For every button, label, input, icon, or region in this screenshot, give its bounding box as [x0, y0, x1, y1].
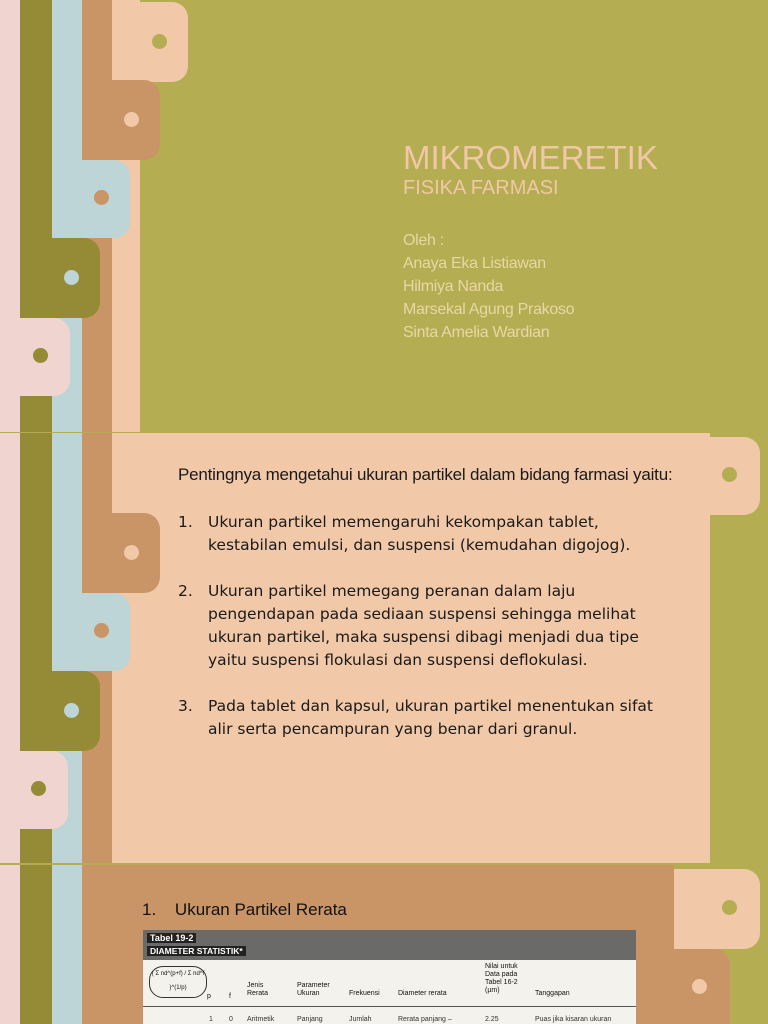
list-item	[178, 511, 658, 557]
table-cell: 0	[229, 1016, 233, 1023]
list-text: Ukuran partikel memegang peranan dalam laju pengendapan pada sediaan suspensi sehingga melihat ukuran partikel, maka suspensi dibagi menjadi dua tipe yaitu suspensi flokulasi dan suspensi deflokulasi.	[208, 582, 639, 669]
table-cell: Aritmetik	[247, 1016, 275, 1023]
tab-dot	[94, 190, 109, 205]
tan-tab	[82, 513, 160, 593]
tab-dot	[152, 34, 167, 49]
table-header: Jenis Rerata	[247, 982, 269, 997]
author-name: Hilmiya Nanda	[403, 278, 504, 295]
olive-ribbon	[20, 865, 52, 1024]
tab-dot	[124, 545, 139, 560]
table-label: Tabel 19-2	[147, 933, 196, 943]
list-number: 3.	[178, 697, 193, 715]
table-formula: ( Σ nd^(p+f) / Σ nd^f )^(1/p)	[149, 966, 207, 998]
slide-title: MIKROMERETIK	[403, 139, 658, 176]
peach-tab-right	[674, 869, 760, 949]
table-cell: 2.25	[485, 1016, 499, 1023]
blue-tab	[52, 160, 130, 238]
table-cell: Panjang	[297, 1016, 323, 1023]
tab-dot	[722, 467, 737, 482]
blue-ribbon	[52, 865, 82, 1024]
tab-dot	[94, 623, 109, 638]
table-cell: Rerata panjang –	[398, 1016, 452, 1023]
table-header: Nilai untuk Data pada Tabel 16-2 (µm)	[485, 963, 518, 994]
table-cell: 1	[209, 1016, 213, 1023]
table-header: Parameter Ukuran	[297, 982, 330, 997]
tab-dot	[64, 703, 79, 718]
list-item	[178, 695, 658, 741]
author-name: Anaya Eka Listiawan	[403, 255, 546, 272]
tab-dot	[124, 112, 139, 127]
slide-2[interactable]	[0, 433, 768, 863]
tab-dot	[64, 270, 79, 285]
table-rule	[143, 1006, 636, 1007]
table-cell: Puas jika kisaran ukuran	[535, 1016, 612, 1023]
table-caption: DIAMETER STATISTIK*	[147, 946, 246, 956]
table-cell: Jumlah	[349, 1016, 372, 1023]
table-header: f	[229, 993, 231, 1000]
list-item	[178, 580, 658, 672]
tab-dot	[722, 900, 737, 915]
peach-tab	[112, 2, 188, 82]
list-text: Ukuran partikel memengaruhi kekompakan tablet, kestabilan emulsi, dan suspensi (kemudahan digojog).	[208, 513, 631, 554]
slide-3[interactable]	[0, 865, 768, 1024]
slide-subtitle: FISIKA FARMASI	[403, 177, 559, 199]
table-image	[143, 930, 636, 1024]
list-number: 2.	[178, 582, 193, 600]
tab-dot	[692, 979, 707, 994]
intro-text: Pentingnya mengetahui ukuran partikel dalam bidang farmasi yaitu:	[178, 465, 673, 484]
list-number: 1.	[178, 513, 193, 531]
author-list	[403, 229, 574, 344]
olive-tab	[20, 238, 100, 318]
numbered-list	[178, 511, 658, 764]
section-heading	[142, 900, 347, 920]
list-text: Pada tablet dan kapsul, ukuran partikel menentukan sifat alir serta pencampuran yang benar dari granul.	[208, 697, 654, 738]
heading-number: 1.	[142, 900, 157, 919]
blue-tab	[52, 593, 130, 671]
tab-dot	[33, 348, 48, 363]
olive-tab	[20, 671, 100, 751]
tan-ribbon	[82, 865, 112, 1024]
table-header: Tanggapan	[535, 990, 570, 997]
table-header: p	[207, 993, 211, 1000]
author-label: Oleh :	[403, 232, 444, 249]
slide-1[interactable]	[0, 0, 768, 432]
tan-tab	[82, 80, 160, 160]
pink-ribbon	[0, 865, 20, 1024]
tab-dot	[31, 781, 46, 796]
table-header: Diameter rerata	[398, 990, 447, 997]
table-header: Frekuensi	[349, 990, 380, 997]
heading-text: Ukuran Partikel Rerata	[174, 900, 347, 919]
author-name: Sinta Amelia Wardian	[403, 324, 550, 341]
author-name: Marsekal Agung Prakoso	[403, 301, 575, 318]
